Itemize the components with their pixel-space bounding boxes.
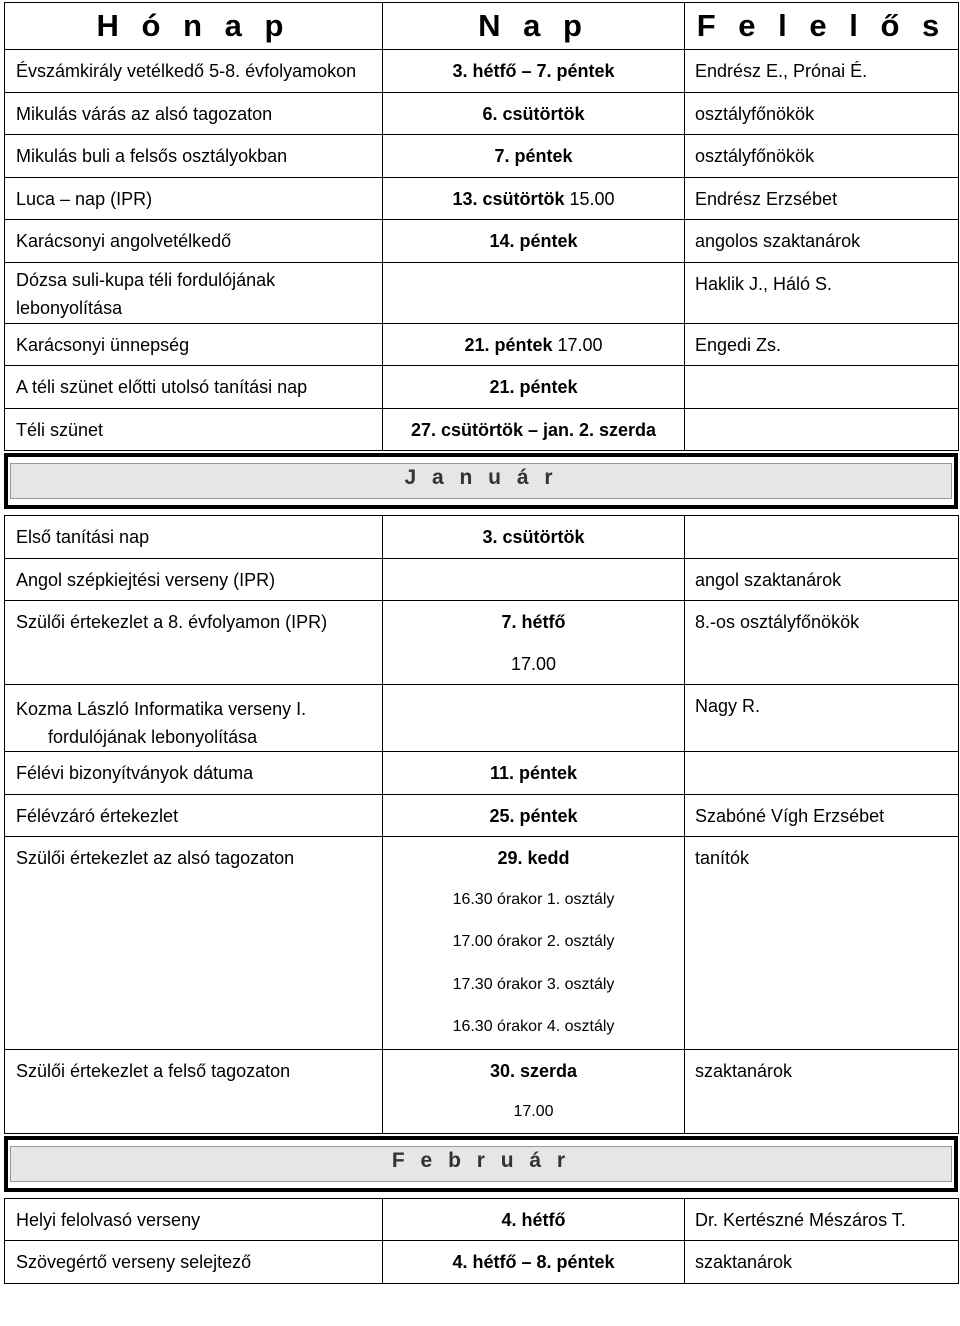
time-cell: 17.00 (510, 653, 557, 674)
table-row (5, 558, 959, 601)
section-january (4, 453, 958, 509)
day-text: 13. csütörtök (452, 188, 565, 209)
day-cell: 6. csütörtök (482, 103, 585, 124)
event-cell: A téli szünet előtti utolsó tanítási nap (16, 377, 308, 397)
responsible-cell (685, 752, 958, 762)
responsible-cell: Szabóné Vígh Erzsébet (695, 805, 885, 826)
table-row (5, 794, 959, 837)
table-row (5, 323, 959, 366)
day-cell: 30. szerda (489, 1060, 578, 1081)
event-line-2: lebonyolítása (16, 297, 123, 318)
table-row (5, 50, 959, 93)
responsible-cell: osztályfőnökök (695, 146, 815, 166)
responsible-cell (685, 409, 958, 419)
event-cell: Luca – nap (IPR) (16, 188, 153, 209)
event-cell: Szülői értekezlet a 8. évfolyamon (IPR) (16, 612, 328, 632)
table-row (5, 366, 959, 409)
sub-time: 16.30 órakor 1. osztály (452, 890, 615, 908)
responsible-cell: Dr. Kertészné Mészáros T. (695, 1209, 906, 1230)
event-cell: Szülői értekezlet az alsó tagozaton (16, 848, 295, 868)
responsible-cell: szaktanárok (695, 1252, 793, 1272)
event-cell: Évszámkirály vetélkedő 5-8. évfolyamokon (16, 61, 357, 81)
section-title: J a n u á r (404, 466, 558, 489)
event-line-2: fordulójának lebonyolítása (48, 727, 258, 747)
event-cell: Mikulás várás az alsó tagozaton (16, 103, 273, 124)
event-cell: Szövegértő verseny selejtező (16, 1252, 252, 1272)
responsible-cell: Endrész E., Prónai É. (695, 61, 868, 81)
responsible-cell (685, 516, 958, 526)
day-cell: 4. hétfő (501, 1209, 566, 1230)
day-cell (383, 559, 684, 569)
responsible-cell: Engedi Zs. (695, 334, 782, 355)
responsible-cell: Nagy R. (695, 696, 761, 716)
header-responsible: F e l e l ő s (685, 3, 959, 50)
sub-time: 17.00 órakor 2. osztály (452, 933, 615, 950)
event-cell (5, 263, 382, 322)
header-day: N a p (383, 3, 685, 50)
day-cell (383, 324, 684, 356)
december-table (4, 2, 959, 451)
day-cell: 21. péntek (489, 377, 578, 397)
day-cell: 29. kedd (497, 848, 570, 868)
responsible-cell: szaktanárok (695, 1060, 793, 1081)
day-time: 15.00 (569, 188, 615, 209)
day-cell: 4. hétfő – 8. péntek (452, 1252, 615, 1272)
time-cell: 17.00 (513, 1103, 554, 1120)
table-row (5, 1198, 959, 1241)
table-row (5, 177, 959, 220)
february-table (4, 1198, 959, 1284)
event-cell: Karácsonyi ünnepség (16, 334, 190, 355)
table-row (5, 262, 959, 323)
day-cell: 3. hétfő – 7. péntek (452, 61, 615, 81)
day-cell: 27. csütörtök – jan. 2. szerda (410, 419, 657, 440)
day-cell (383, 263, 684, 273)
sub-time: 16.30 órakor 4. osztály (452, 1018, 615, 1035)
day-cell (383, 685, 684, 695)
day-time: 17.00 (557, 334, 603, 355)
table-row (5, 92, 959, 135)
day-cell: 7. péntek (494, 146, 573, 166)
section-title: F e b r u á r (391, 1148, 571, 1172)
header-row (5, 3, 959, 50)
day-cell: 3. csütörtök (482, 527, 585, 547)
header-month: H ó n a p (5, 3, 383, 50)
day-cell: 11. péntek (489, 763, 578, 783)
table-row (5, 516, 959, 559)
event-line-1: Kozma László Informatika verseny I. (16, 699, 307, 719)
sub-time: 17.30 órakor 3. osztály (452, 975, 615, 993)
day-text: 21. péntek (464, 334, 553, 355)
responsible-cell: 8.-os osztályfőnökök (695, 612, 860, 632)
event-cell: Helyi felolvasó verseny (16, 1209, 201, 1230)
event-cell: Félévi bizonyítványok dátuma (16, 763, 254, 783)
event-cell: Angol szépkiejtési verseny (IPR) (16, 569, 276, 590)
responsible-cell: osztályfőnökök (695, 103, 815, 124)
event-cell: Félévzáró értekezlet (16, 805, 179, 826)
event-cell (5, 685, 382, 751)
responsible-cell: angolos szaktanárok (695, 231, 861, 251)
day-cell: 25. péntek (489, 805, 578, 826)
day-cell: 7. hétfő (501, 612, 566, 632)
section-february (4, 1136, 958, 1192)
responsible-cell: Haklik J., Háló S. (695, 273, 833, 294)
table-row (5, 752, 959, 795)
table-row (5, 685, 959, 752)
day-cell (383, 178, 684, 210)
event-cell: Mikulás buli a felsős osztályokban (16, 146, 288, 166)
responsible-cell: tanítók (695, 848, 750, 868)
table-row (5, 135, 959, 178)
responsible-cell (685, 366, 958, 376)
schedule-document (4, 2, 958, 1284)
event-cell: Szülői értekezlet a felső tagozaton (16, 1060, 291, 1081)
table-row (5, 1241, 959, 1284)
day-cell: 14. péntek (489, 231, 578, 251)
event-line-1: Dózsa suli-kupa téli fordulójának (16, 269, 276, 290)
event-cell: Karácsonyi angolvetélkedő (16, 231, 232, 251)
january-table (4, 515, 959, 1134)
table-row (5, 220, 959, 263)
event-cell: Téli szünet (16, 419, 104, 440)
table-row (5, 408, 959, 451)
table-row (5, 837, 959, 879)
table-row (5, 1049, 959, 1091)
responsible-cell: Endrész Erzsébet (695, 188, 838, 209)
event-cell: Első tanítási nap (16, 527, 150, 547)
table-row (5, 601, 959, 643)
responsible-cell: angol szaktanárok (695, 569, 842, 590)
